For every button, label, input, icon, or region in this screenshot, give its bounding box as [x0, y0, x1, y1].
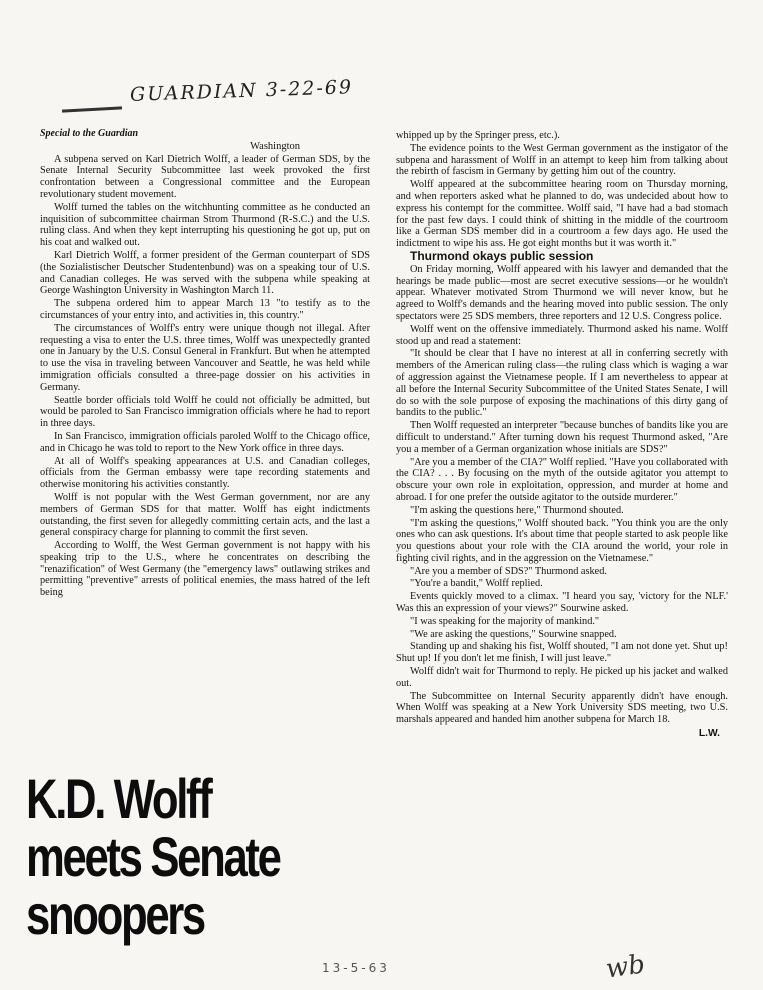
- dateline: Washington: [250, 140, 300, 152]
- article-paragraph: In San Francisco, immigration officials paroled Wolff to the Chicago office, and in Chicago he was told to report to the New York office in three days.: [40, 430, 370, 454]
- article-headline: [26, 767, 283, 946]
- article-paragraph: whipped up by the Springer press, etc.).: [396, 130, 560, 141]
- article-paragraph: Wolff went on the offensive immediately. Thurmond asked his name. Wolff stood up and read a statement:: [396, 323, 728, 347]
- article-paragraph: Karl Dietrich Wolff, a former president of the German counterpart of SDS (the Sozialistischer Deutscher Studentenbund) was on a speaking tour of U.S. and Canadian colleges. He was served with the subpena while speaking at George Washington University in Washington March 11.: [40, 249, 370, 297]
- right-column: [396, 130, 728, 740]
- headline-line: K.D. Wolff: [26, 767, 211, 830]
- article-paragraph: Standing up and shaking his fist, Wolff shouted, "I am not done yet. Shut up! Shut up! If you don't let me finish, I will just leave.": [396, 641, 728, 665]
- article-paragraph: At all of Wolff's speaking appearances at U.S. and Canadian colleges, officials from the German embassy were tape recording statements and otherwise monitoring his activities constantly.: [40, 455, 370, 491]
- left-column: [40, 128, 370, 600]
- article-paragraph: On Friday morning, Wolff appeared with his lawyer and demanded that the hearings be made public—most are secret executive sessions—or he wouldn't appear. Whatever motivated Strom Thurmond we will never know, but he agreed to Wolff's demands and the hearing moved into public session. The only spectators were 25 SDS members, three reporters and 12 U.S. Congress police.: [396, 263, 728, 322]
- archive-stamp: 13-5-63: [322, 961, 390, 975]
- article-paragraph: "I was speaking for the majority of mankind.": [410, 615, 600, 627]
- handwritten-initials: wb: [604, 949, 647, 985]
- article-paragraph: "We are asking the questions," Sourwine snapped.: [410, 628, 617, 640]
- article-paragraph: Wolff didn't wait for Thurmond to reply. He picked up his jacket and walked out.: [396, 666, 728, 689]
- article-paragraph: Wolff is not popular with the West German government, nor are any members of German SDS for that matter. Wolff has eight indictments outstanding, the first seven for allegedly committing certain acts, and the last a general conspiracy charge for planning to commit the first seven.: [40, 491, 370, 539]
- article-paragraph: "It should be clear that I have no interest at all in conferring secretly with members of the American ruling class—the ruling class which is waging a war of aggression against the Vietnamese people. If I am nevertheless to appear at all before the Internal Security Subcommittee of the United States Senate, I will do so with the sole purpose of exposing the machinations of this dirty gang of bandits to the public.": [396, 348, 728, 419]
- article-paragraph: Wolff appeared at the subcommittee hearing room on Thursday morning, and when reporters asked what he planned to do, was undecided about how to express his contempt for the committee. Wolff said, "I have had a bad stomach for the past few days. I could think of shitting in the middle of the courtroom like a German SDS member did in a courtroom a few days ago. He used the indictment to wipe his ass. He got eight months but it was worth it.": [396, 179, 728, 250]
- article-paragraph: The circumstances of Wolff's entry were unique though not illegal. After requesting a visa to enter the U.S. three times, Wolff was unexpectedly granted one in January by the U.S. Consul General in Frankfurt. But when he attempted to use the visa in traveling between Vancouver and Seattle, he was held while immigration officials consulted a three-page dossier on his activities in Germany.: [40, 322, 370, 393]
- article-paragraph: The evidence points to the West German government as the instigator of the subpena and harassment of Wolff in an attempt to keep him from talking about the rebirth of fascism in Germany by getting him out of the country.: [396, 142, 728, 178]
- article-paragraph: "I'm asking the questions," Wolff shouted back. "You think you are the only ones who can ask questions. It's about time that people started to ask people like you questions about your role with the CIA around the world, your role in fighting civil rights, and in the aggression on the Vietnamese.": [396, 517, 728, 564]
- article-paragraph: Events quickly moved to a climax. "I heard you say, 'victory for the NLF.' Was this an expression of your views?" Sourwine asked.: [396, 591, 728, 615]
- article-paragraph: The subpena ordered him to appear March 13 "to testify as to the circumstances of your entry into, and activities in, this country.": [40, 298, 370, 321]
- article-paragraph: A subpena served on Karl Dietrich Wolff, a leader of German SDS, by the Senate Internal Security Subcommittee last week provoked the first confrontation between a Congressional committee and the European revolutionary student movement.: [40, 153, 370, 200]
- article-paragraph: "You're a bandit," Wolff replied.: [410, 578, 543, 590]
- section-subhead: Thurmond okays public session: [410, 248, 594, 263]
- article-paragraph: The Subcommittee on Internal Security apparently didn't have enough. When Wolff was speaking at a New York University SDS meeting, two U.S. marshals appeared and handed him another subpena for March 18.: [396, 690, 728, 726]
- article-paragraph: According to Wolff, the West German government is not happy with his speaking trip to the U.S., where he concentrates on describing the "renazification" of West Germany (the "emergency laws" outlawing strikes and permitting "preventive" arrests of political enemies, the mass hatred of the left being: [40, 540, 370, 599]
- byline: Special to the Guardian: [40, 128, 139, 139]
- headline-line: snoopers: [26, 883, 204, 946]
- article-paragraph: "Are you a member of the CIA?" Wolff replied. "Have you collaborated with the CIA? . . . By focusing on the myth of the outside agitator you attempt to obscure your own role in exploitation, oppression, and murder at home and abroad. I for one prefer the outside agitator to the outside murderer.": [396, 456, 728, 503]
- headline-line: meets Senate: [26, 825, 280, 888]
- handwritten-source-note: GUARDIAN 3-22-69: [129, 76, 354, 106]
- article-paragraph: Wolff turned the tables on the witchhunting committee as he conducted an inquisition of subcommittee chairman Strom Thurmond (R-S.C.) and the U.S. ruling class. And when they kept interrupting his questioning he got up, put on his coat and walked out.: [40, 201, 370, 249]
- author-initials: L.W.: [698, 728, 720, 740]
- pen-mark: [62, 106, 122, 112]
- article-paragraph: "I'm asking the questions here," Thurmond shouted.: [410, 504, 624, 516]
- article-paragraph: Then Wolff requested an interpreter "because bunches of bandits like you are difficult to understand." After turning down his request Thurmond asked, "Are you a member of a German organization whose initials are SDS?": [396, 420, 728, 455]
- article-paragraph: "Are you a member of SDS?" Thurmond asked.: [410, 565, 607, 577]
- article-paragraph: Seattle border officials told Wolff he could not officially be admitted, but would be paroled to San Francisco immigration officials where he had to report in three days.: [40, 394, 370, 430]
